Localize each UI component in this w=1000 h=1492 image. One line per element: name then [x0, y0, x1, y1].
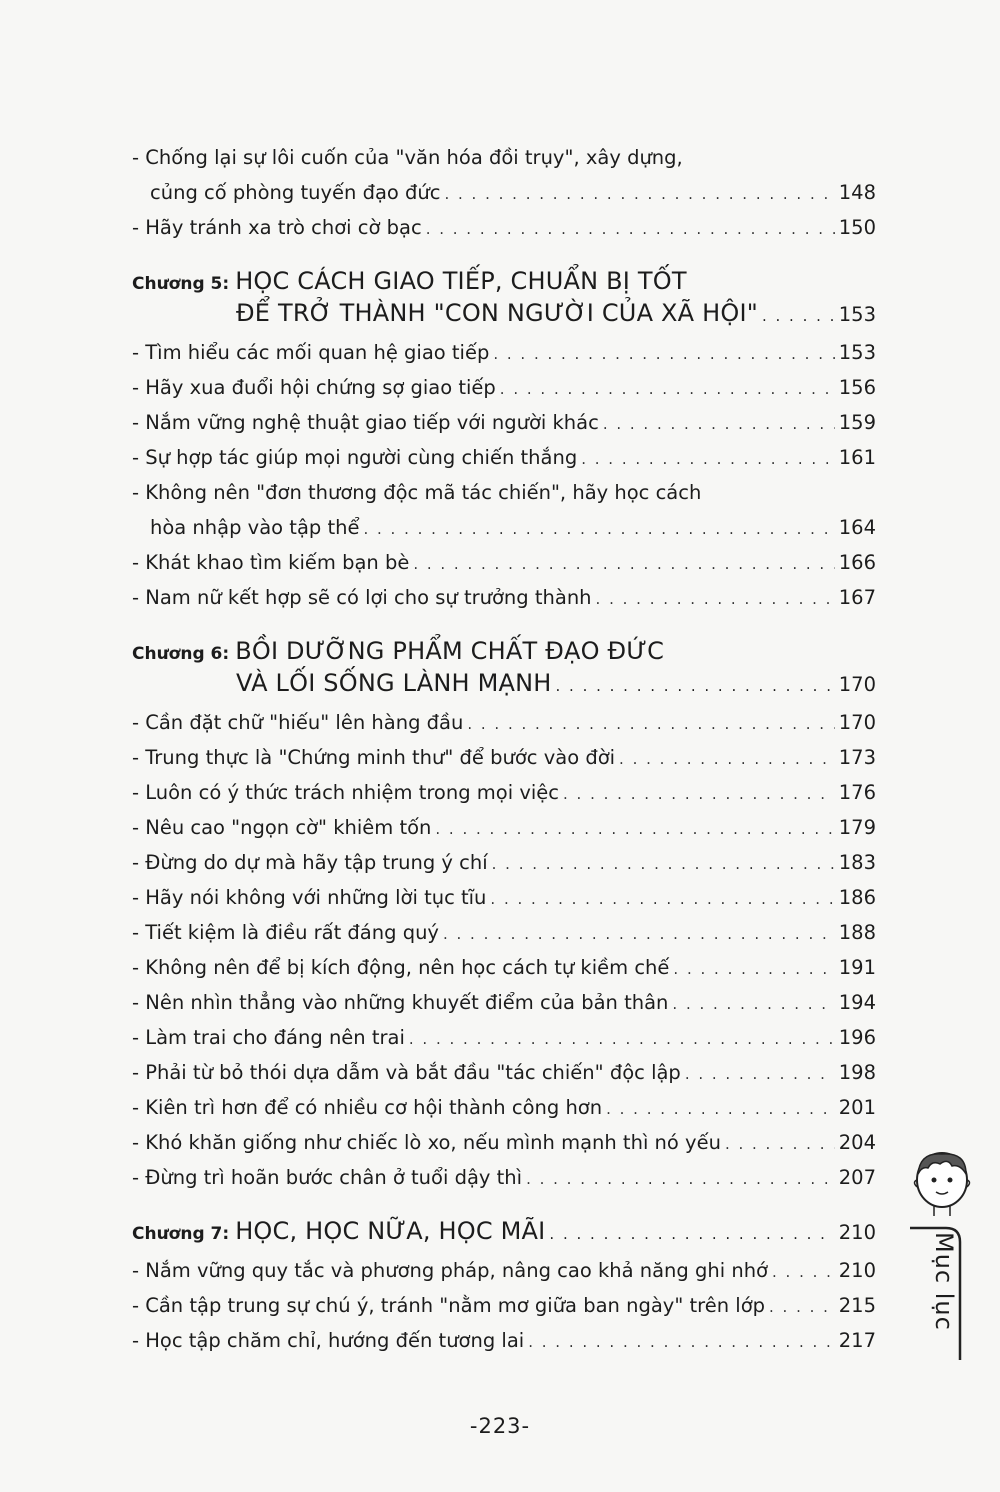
toc-page-number: 161 — [838, 446, 876, 469]
dot-leader — [490, 882, 834, 917]
dot-leader — [563, 777, 835, 812]
toc-page-number: 210 — [838, 1259, 876, 1282]
chapter-label: Chương 7: — [132, 1224, 230, 1244]
toc-page-number: 204 — [838, 1131, 876, 1154]
toc-page-number: 166 — [838, 551, 876, 574]
toc-entry-text: - Nắm vững nghệ thuật giao tiếp với người khác — [132, 411, 599, 434]
chapter-heading — [132, 265, 876, 329]
toc-entry-text: - Phải từ bỏ thói dựa dẫm và bắt đầu "tác chiến" độc lập — [132, 1061, 681, 1084]
toc-entry-text: - Nên nhìn thẳng vào những khuyết điểm của bản thân — [132, 991, 669, 1014]
toc-page-number: 207 — [838, 1166, 876, 1189]
toc-page-number: 164 — [838, 516, 876, 539]
dot-leader — [443, 917, 835, 952]
dot-leader — [500, 372, 835, 407]
toc-entry-text: - Đừng trì hoãn bước chân ở tuổi dậy thì — [132, 1166, 523, 1189]
toc-page-number: 198 — [838, 1061, 876, 1084]
dot-leader — [606, 1092, 835, 1127]
dot-leader — [603, 407, 835, 442]
toc-entry — [132, 705, 876, 740]
toc-entry — [132, 950, 876, 985]
toc-entry-text: - Nắm vững quy tắc và phương pháp, nâng cao khả năng ghi nhớ — [132, 1259, 768, 1282]
dot-leader — [556, 670, 835, 702]
toc-entry — [132, 985, 876, 1020]
dot-leader — [672, 987, 834, 1022]
toc-entry-text: - Luôn có ý thức trách nhiệm trong mọi việc — [132, 781, 560, 804]
dot-leader — [673, 952, 834, 987]
dot-leader — [528, 1325, 835, 1360]
chapter-title-line — [132, 265, 876, 297]
toc-page-number: 183 — [838, 851, 876, 874]
toc-entry-text: - Nam nữ kết hợp sẽ có lợi cho sự trưởng thành — [132, 586, 592, 609]
toc-entry — [132, 475, 876, 510]
dot-leader — [413, 547, 834, 582]
chapter-title: HỌC CÁCH GIAO TIẾP, CHUẨN BỊ TỐT — [235, 267, 687, 295]
toc-entry-text: - Tiết kiệm là điều rất đáng quý — [132, 921, 439, 944]
toc-entry — [132, 810, 876, 845]
toc-page-number: 201 — [838, 1096, 876, 1119]
chapter-label: Chương 6: — [132, 644, 230, 664]
side-tab-label: Mục lục — [930, 1232, 958, 1331]
dot-leader — [769, 1290, 835, 1325]
toc-entry-text: - Không nên "đơn thương độc mã tác chiến", hãy học cách — [132, 481, 702, 504]
dot-leader — [581, 442, 835, 477]
toc-page-number: 196 — [838, 1026, 876, 1049]
chapter-page-number: 210 — [838, 1221, 876, 1244]
toc-entry — [132, 1323, 876, 1358]
toc-entry-text: - Tìm hiểu các mối quan hệ giao tiếp — [132, 341, 490, 364]
toc-entry — [132, 405, 876, 440]
chapter-page-number: 153 — [838, 303, 876, 326]
chapter-title-line — [132, 297, 876, 329]
toc-entry — [132, 580, 876, 615]
dot-leader — [685, 1057, 835, 1092]
toc-entry-continuation-line — [132, 510, 876, 545]
chapter-label: Chương 5: — [132, 274, 230, 294]
toc-page-number: 173 — [838, 746, 876, 769]
toc-entry-continuation: hòa nhập vào tập thể — [150, 516, 360, 539]
toc-entry-text: - Nêu cao "ngọn cờ" khiêm tốn — [132, 816, 432, 839]
toc-entry-text: - Khó khăn giống như chiếc lò xo, nếu mình mạnh thì nó yếu — [132, 1131, 721, 1154]
chapter-title-continuation: ĐỂ TRỞ THÀNH "CON NGƯỜI CỦA XÃ HỘI" — [236, 299, 758, 327]
dot-leader — [409, 1022, 835, 1057]
toc-entry — [132, 440, 876, 475]
dot-leader — [596, 582, 835, 617]
dot-leader — [426, 212, 835, 247]
toc-entry — [132, 915, 876, 950]
toc-entry-text: - Sự hợp tác giúp mọi người cùng chiến thắng — [132, 446, 578, 469]
dot-leader — [492, 847, 835, 882]
toc-entry-text: - Khát khao tìm kiếm bạn bè — [132, 551, 410, 574]
dot-leader — [435, 812, 834, 847]
toc-page-number: 215 — [838, 1294, 876, 1317]
toc-page-number: 191 — [838, 956, 876, 979]
dot-leader — [619, 742, 835, 777]
toc-entry — [132, 1055, 876, 1090]
toc-page-number: 150 — [838, 216, 876, 239]
dot-leader — [762, 300, 835, 332]
toc-entry — [132, 210, 876, 245]
toc-page-number: 167 — [838, 586, 876, 609]
dot-leader — [772, 1255, 835, 1290]
toc-entry — [132, 1253, 876, 1288]
toc-entry-continuation: củng cố phòng tuyến đạo đức — [150, 181, 441, 204]
toc-entry-text: - Học tập chăm chỉ, hướng đến tương lai — [132, 1329, 525, 1352]
chapter-title: BỒI DƯỠNG PHẨM CHẤT ĐẠO ĐỨC — [235, 637, 665, 665]
toc-entry-text: - Không nên để bị kích động, nên học cách tự kiềm chế — [132, 956, 670, 979]
toc-entry — [132, 370, 876, 405]
toc-page-number: 148 — [838, 181, 876, 204]
toc-page-number: 194 — [838, 991, 876, 1014]
toc-entry — [132, 1090, 876, 1125]
toc-page-number: 188 — [838, 921, 876, 944]
toc-entry — [132, 880, 876, 915]
toc-page-number: 179 — [838, 816, 876, 839]
toc-entry — [132, 1020, 876, 1055]
toc-entry — [132, 1288, 876, 1323]
dot-leader — [363, 512, 834, 547]
toc-entry-text: - Hãy nói không với những lời tục tĩu — [132, 886, 487, 909]
chapter-title-line — [132, 667, 876, 699]
toc-page-number: 186 — [838, 886, 876, 909]
chapter-title-line — [132, 1215, 876, 1247]
toc-entry-text: - Cần đặt chữ "hiếu" lên hàng đầu — [132, 711, 464, 734]
chapter-title-continuation: VÀ LỐI SỐNG LÀNH MẠNH — [236, 669, 552, 697]
chapter-title: HỌC, HỌC NỮA, HỌC MÃI — [235, 1217, 546, 1245]
dot-leader — [526, 1162, 835, 1197]
toc-entry-text: - Hãy xua đuổi hội chứng sợ giao tiếp — [132, 376, 496, 399]
toc-entry — [132, 1160, 876, 1195]
chapter-page-number: 170 — [838, 673, 876, 696]
chapter-title-line — [132, 635, 876, 667]
toc-entry-text: - Đừng do dự mà hãy tập trung ý chí — [132, 851, 488, 874]
dot-leader — [467, 707, 834, 742]
chapter-heading — [132, 635, 876, 699]
toc-page-number: 170 — [838, 711, 876, 734]
toc-entry — [132, 845, 876, 880]
toc-entry — [132, 335, 876, 370]
dot-leader — [444, 177, 834, 212]
toc-entry-text: - Cần tập trung sự chú ý, tránh "nằm mơ giữa ban ngày" trên lớp — [132, 1294, 765, 1317]
chapter-heading — [132, 1215, 876, 1247]
toc-page-number: 159 — [838, 411, 876, 434]
toc-page-number: 217 — [838, 1329, 876, 1352]
dot-leader — [493, 337, 834, 372]
toc-entry-continuation-line — [132, 175, 876, 210]
toc-entry — [132, 140, 876, 175]
toc-entry-text: - Hãy tránh xa trò chơi cờ bạc — [132, 216, 422, 239]
toc-page-number: 153 — [838, 341, 876, 364]
page-number: -223- — [469, 1414, 531, 1438]
dot-leader — [549, 1218, 834, 1250]
toc-entry — [132, 1125, 876, 1160]
toc-entry-text: - Trung thực là "Chứng minh thư" để bước vào đời — [132, 746, 616, 769]
toc-page-number: 156 — [838, 376, 876, 399]
toc-entry — [132, 545, 876, 580]
toc-entry-text: - Chống lại sự lôi cuốn của "văn hóa đồi trụy", xây dựng, — [132, 146, 683, 169]
dot-leader — [725, 1127, 835, 1162]
toc-entry-text: - Kiên trì hơn để có nhiều cơ hội thành công hơn — [132, 1096, 603, 1119]
table-of-contents — [132, 140, 876, 1358]
toc-entry — [132, 775, 876, 810]
toc-page-number: 176 — [838, 781, 876, 804]
toc-entry-text: - Làm trai cho đáng nên trai — [132, 1026, 405, 1049]
toc-entry — [132, 740, 876, 775]
